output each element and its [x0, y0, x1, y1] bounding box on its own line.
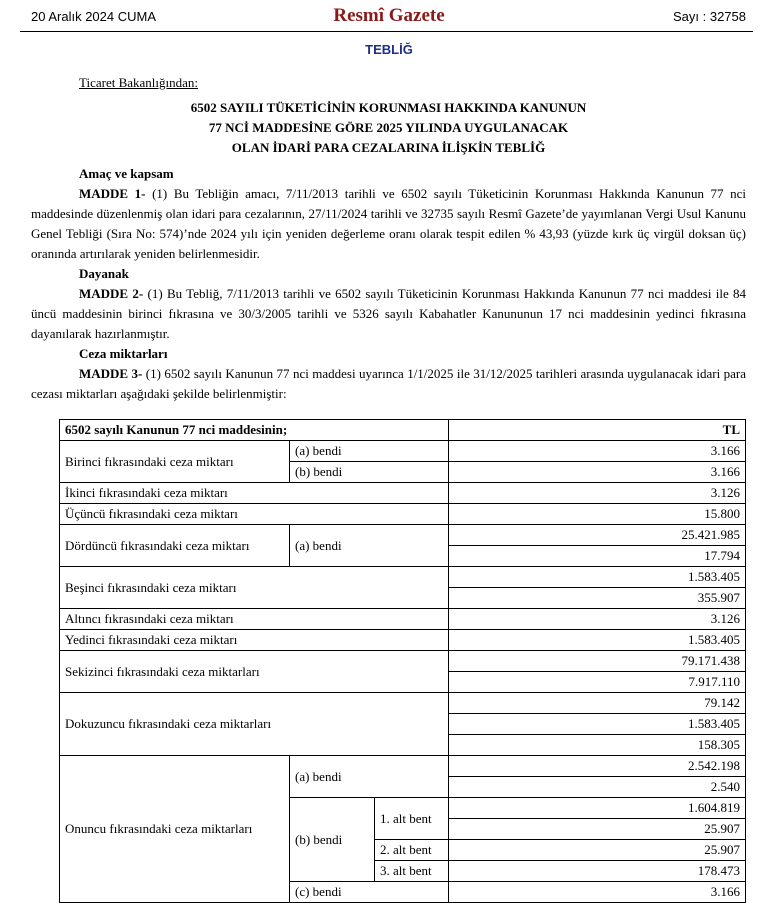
- table-header-cell: 6502 sayılı Kanunun 77 nci maddesinin;: [60, 420, 449, 441]
- section-title: TEBLİĞ: [365, 42, 413, 57]
- article-paragraph: [31, 184, 746, 264]
- article-heading: Amaç ve kapsam: [79, 166, 174, 181]
- amount-cell: 3.166: [449, 462, 746, 483]
- table-row: [60, 441, 746, 462]
- amount-cell: 178.473: [449, 861, 746, 882]
- article-label: MADDE 2-: [79, 286, 144, 301]
- article-heading: Ceza miktarları: [79, 346, 168, 361]
- amount-cell: 7.917.110: [449, 672, 746, 693]
- amount-cell: 2.540: [449, 777, 746, 798]
- gazette-name: Resmî Gazete: [333, 5, 445, 26]
- table-row: [60, 630, 746, 651]
- article-paragraph: [31, 364, 746, 404]
- document-title: [31, 98, 746, 158]
- row-label: Yedinci fıkrasındaki ceza miktarı: [60, 630, 449, 651]
- amount-cell: 3.166: [449, 441, 746, 462]
- table-row: [60, 609, 746, 630]
- article-text: (1) 6502 sayılı Kanunun 77 nci maddesi uyarınca 1/1/2025 ile 31/12/2025 tarihleri arasında uygulanacak idari para cezası miktarları aşağıdaki şekilde belirlenmiştir:: [31, 366, 747, 401]
- row-label: İkinci fıkrasındaki ceza miktarı: [60, 483, 449, 504]
- amount-cell: 355.907: [449, 588, 746, 609]
- amount-cell: 2.542.198: [449, 756, 746, 777]
- currency-header: TL: [449, 420, 746, 441]
- amount-cell: 79.142: [449, 693, 746, 714]
- amount-cell: 3.166: [449, 882, 746, 903]
- sub-sub-label: 3. alt bent: [375, 861, 449, 882]
- article-heading: Dayanak: [79, 266, 129, 281]
- sub-label: (a) bendi: [290, 525, 449, 567]
- amount-cell: 1.583.405: [449, 714, 746, 735]
- title-line: OLAN İDARİ PARA CEZALARINA İLİŞKİN TEBLİĞ: [231, 140, 546, 155]
- table-row: [60, 525, 746, 546]
- amount-cell: 1.583.405: [449, 630, 746, 651]
- amount-cell: 15.800: [449, 504, 746, 525]
- table-row: [60, 504, 746, 525]
- amount-cell: 79.171.438: [449, 651, 746, 672]
- issuer: Ticaret Bakanlığından:: [79, 75, 199, 90]
- table-row: [60, 567, 746, 588]
- row-label: Beşinci fıkrasındaki ceza miktarı: [60, 567, 449, 609]
- table-row: [60, 756, 746, 777]
- article-label: MADDE 1-: [79, 186, 146, 201]
- row-label: Altıncı fıkrasındaki ceza miktarı: [60, 609, 449, 630]
- sub-label: (b) bendi: [290, 798, 375, 882]
- sub-label: (a) bendi: [290, 756, 449, 798]
- amount-cell: 158.305: [449, 735, 746, 756]
- article-text: (1) Bu Tebliğin amacı, 7/11/2013 tarihli ve 6502 sayılı Tüketicinin Korunması Hakkında Kanunun 77 nci maddesinde düzenlenmiş olan idari para cezalarının, 27/11/2024 tarihli ve 32735 sayılı Resmî Gazete’de yayımlanan Vergi Usul Kanunu Genel Tebliği (Sıra No: 574)’nde 2024 yılı için yeniden değerleme oranı olarak tespit edilen % 43,93 (yüzde kırk üç virgül doksan üç) oranında artırılarak yeniden belirlenmesidir.: [31, 186, 746, 261]
- table-row: [60, 693, 746, 714]
- table-row: [60, 483, 746, 504]
- amount-cell: 25.907: [449, 819, 746, 840]
- amount-cell: 1.604.819: [449, 798, 746, 819]
- amount-cell: 1.583.405: [449, 567, 746, 588]
- issue-number: Sayı : 32758: [673, 9, 746, 24]
- amount-cell: 25.907: [449, 840, 746, 861]
- title-line: 6502 SAYILI TÜKETİCİNİN KORUNMASI HAKKINDA KANUNUN: [190, 100, 587, 115]
- sub-label: (c) bendi: [290, 882, 449, 903]
- title-line: 77 NCİ MADDESİNE GÖRE 2025 YILINDA UYGULANACAK: [208, 120, 569, 135]
- row-label: Dördüncü fıkrasındaki ceza miktarı: [60, 525, 290, 567]
- table-row: [60, 651, 746, 672]
- row-label: Onuncu fıkrasındaki ceza miktarları: [60, 756, 290, 903]
- table-header-row: [60, 420, 746, 441]
- document-body: [31, 73, 746, 404]
- issue-date: 20 Aralık 2024 CUMA: [31, 9, 157, 24]
- row-label: Üçüncü fıkrasındaki ceza miktarı: [60, 504, 449, 525]
- amount-cell: 25.421.985: [449, 525, 746, 546]
- header-divider: [20, 31, 753, 32]
- row-label: Dokuzuncu fıkrasındaki ceza miktarları: [60, 693, 449, 756]
- gazette-header: [0, 0, 762, 32]
- article-paragraph: [31, 284, 746, 344]
- sub-label: (b) bendi: [290, 462, 449, 483]
- sub-sub-label: 2. alt bent: [375, 840, 449, 861]
- sub-label: (a) bendi: [290, 441, 449, 462]
- article-label: MADDE 3-: [79, 366, 143, 381]
- row-label: Sekizinci fıkrasındaki ceza miktarları: [60, 651, 449, 693]
- amount-cell: 17.794: [449, 546, 746, 567]
- amount-cell: 3.126: [449, 609, 746, 630]
- sub-sub-label: 1. alt bent: [375, 798, 449, 840]
- amount-cell: 3.126: [449, 483, 746, 504]
- penalty-table: [59, 419, 746, 903]
- article-text: (1) Bu Tebliğ, 7/11/2013 tarihli ve 6502 sayılı Tüketicinin Korunması Hakkında Kanunun 77 nci maddesi ile 84 üncü maddesinin birinci fıkrasına ve 30/3/2005 tarihli ve 5326 sayılı Kabahatler Kanununun 17 nci maddesinin yedinci fıkrasına dayanılarak hazırlanmıştır.: [31, 286, 746, 341]
- row-label: Birinci fıkrasındaki ceza miktarı: [60, 441, 290, 483]
